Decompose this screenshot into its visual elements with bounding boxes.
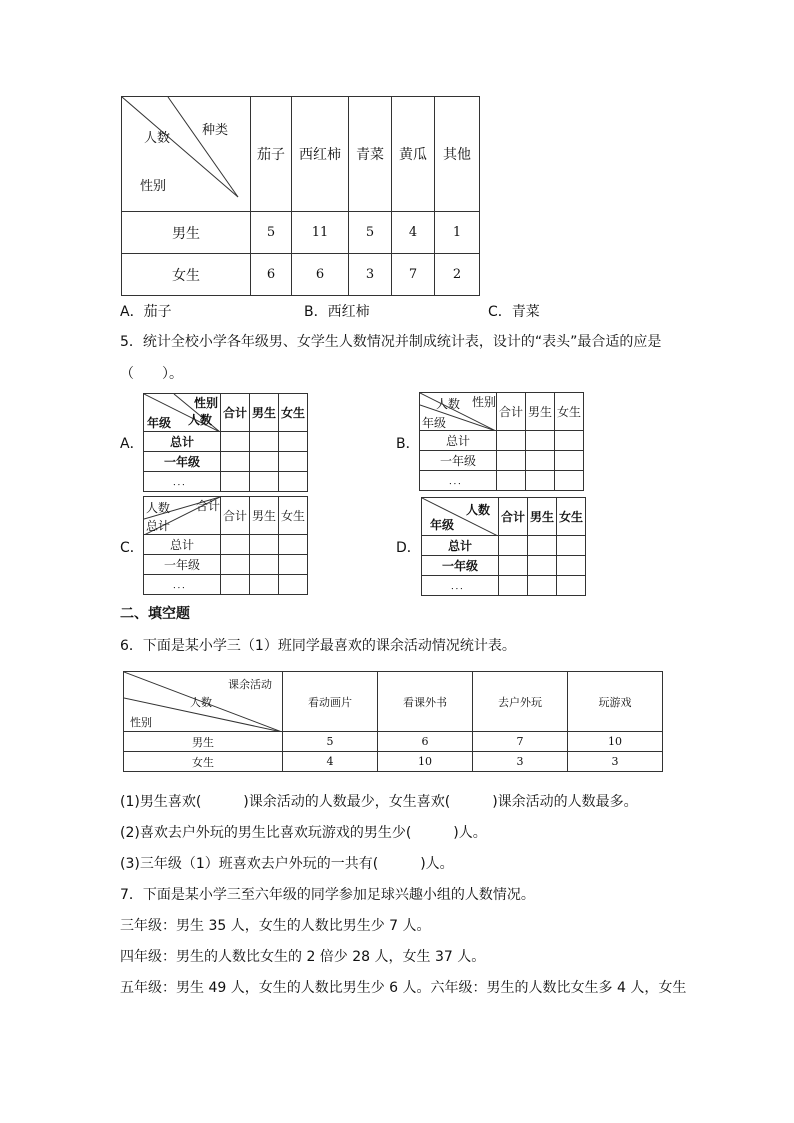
q6-sub1: (1)男生喜欢( )课余活动的人数最少，女生喜欢( )课余活动的人数最多。 xyxy=(120,794,638,810)
diag-label-mid: 人数 xyxy=(144,131,171,146)
table-row xyxy=(122,254,480,296)
diagonal-header-cell: 人数 年级 xyxy=(422,498,499,536)
diagonal-header-cell: 性别 人数 年级 xyxy=(420,393,497,431)
q7-line3: 五年级：男生 49 人，女生的人数比男生少 6 人。六年级：男生的人数比女生多 4 人，女生 xyxy=(120,980,687,996)
q5-option-letter-a: A． xyxy=(120,436,144,452)
cell: 1 xyxy=(435,212,480,254)
q5-option-letter-c: C． xyxy=(120,540,144,556)
q7-line1: 三年级：男生 35 人，女生的人数比男生少 7 人。 xyxy=(120,918,431,934)
cell: 4 xyxy=(392,212,435,254)
column-header: 黄瓜 xyxy=(392,97,435,212)
option-b: B．西红柿 xyxy=(304,304,370,320)
diag-label-top: 种类 xyxy=(202,123,229,138)
row-label: 男生 xyxy=(122,212,251,254)
cell: 2 xyxy=(435,254,480,296)
column-header: 看课外书 xyxy=(378,672,473,732)
option-c: C．青菜 xyxy=(488,304,540,320)
header-table-b: 性别 人数 年级 合计 男生 女生 总计 一年级 ．．． xyxy=(419,392,584,491)
q6-sub2: (2)喜欢去户外玩的男生比喜欢玩游戏的男生少( )人。 xyxy=(120,825,487,841)
column-header: 去户外玩 xyxy=(473,672,568,732)
activity-table xyxy=(123,671,663,772)
section-title: 二、填空题 xyxy=(120,606,190,622)
table-row: 女生 4 10 3 3 xyxy=(124,752,663,772)
cell: 7 xyxy=(392,254,435,296)
diagonal-header-cell: 合计 人数 总计 xyxy=(144,497,221,535)
table-row: 男生 5 6 7 10 xyxy=(124,732,663,752)
header-table-a: 性别 人数 年级 合计 男生 女生 总计 一年级 ．．． xyxy=(143,393,308,492)
option-a: A．茄子 xyxy=(120,304,172,320)
table-row xyxy=(122,212,480,254)
column-header: 其他 xyxy=(435,97,480,212)
cell: 5 xyxy=(349,212,392,254)
vegetable-table xyxy=(121,96,480,296)
diagonal-header-cell xyxy=(122,97,251,212)
row-label: 女生 xyxy=(122,254,251,296)
cell: 6 xyxy=(251,254,292,296)
diag-label-bottom: 性别 xyxy=(140,179,167,194)
q5-option-letter-d: D． xyxy=(396,540,421,556)
column-header: 玩游戏 xyxy=(568,672,663,732)
q7-stem: 7．下面是某小学三至六年级的同学参加足球兴趣小组的人数情况。 xyxy=(120,887,535,903)
q6-stem: 6．下面是某小学三（1）班同学最喜欢的课余活动情况统计表。 xyxy=(120,638,516,654)
q5-blank: （ ）。 xyxy=(120,366,183,382)
diagonal-header-cell: 性别 人数 年级 xyxy=(144,394,221,432)
cell: 11 xyxy=(292,212,349,254)
column-header: 茄子 xyxy=(251,97,292,212)
header-table-d: 人数 年级 合计 男生 女生 总计 一年级 ．．． xyxy=(421,497,586,596)
q5-stem: 5．统计全校小学各年级男、女学生人数情况并制成统计表，设计的“表头”最合适的应是 xyxy=(120,334,662,350)
cell: 5 xyxy=(251,212,292,254)
diagonal-lines xyxy=(122,97,250,212)
diagonal-header-cell: 课余活动 人数 性别 xyxy=(124,672,283,732)
cell: 3 xyxy=(349,254,392,296)
column-header: 看动画片 xyxy=(283,672,378,732)
column-header: 西红柿 xyxy=(292,97,349,212)
q7-line2: 四年级：男生的人数比女生的 2 倍少 28 人，女生 37 人。 xyxy=(120,949,486,965)
q6-sub3: (3)三年级（1）班喜欢去户外玩的一共有( )人。 xyxy=(120,856,454,872)
column-header: 青菜 xyxy=(349,97,392,212)
cell: 6 xyxy=(292,254,349,296)
q5-option-letter-b: B． xyxy=(396,436,420,452)
header-table-c: 合计 人数 总计 合计 男生 女生 总计 一年级 ．．． xyxy=(143,496,308,595)
